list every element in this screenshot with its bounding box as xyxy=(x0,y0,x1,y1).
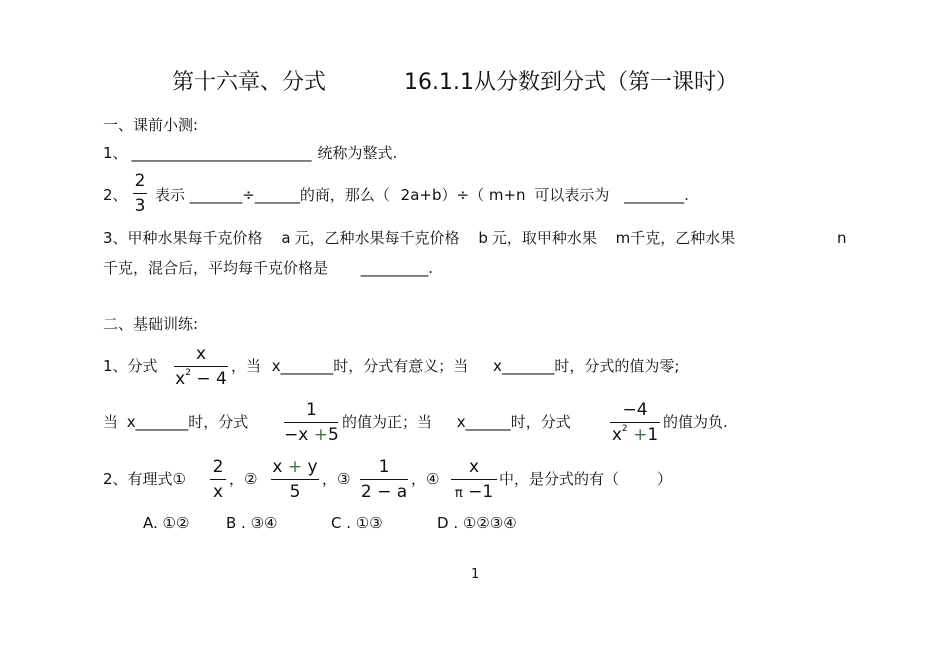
quiz-q2-text xyxy=(155,188,689,203)
q3-text-c: 元，取甲种水果 xyxy=(491,229,597,247)
p3-d-num: x xyxy=(468,457,480,477)
p3-c-num: 1 xyxy=(378,457,390,477)
q3-var-n: n xyxy=(837,229,847,247)
p2-frac2-num: −4 xyxy=(622,400,648,420)
q2-text1: 表示 xyxy=(155,186,186,204)
p2-text-a xyxy=(103,415,248,430)
option-b: B . ③④ xyxy=(226,514,278,532)
p3-b-den: 5 xyxy=(289,482,301,502)
p2-frac1-den: −x +5 xyxy=(284,425,339,445)
q3-text-a: 3、甲种水果每千克价格 xyxy=(103,229,263,247)
q2-text2: 的商，那么（ xyxy=(299,186,390,204)
q2-frac-num: 2 xyxy=(134,171,146,191)
q2-frac-den: 3 xyxy=(134,196,146,216)
p3-prefix: 2、有理式① xyxy=(103,470,186,488)
p3-fraction-a xyxy=(210,459,226,501)
p2-t4: 时，分式 xyxy=(510,413,571,431)
q2-blank2: ______ xyxy=(254,186,300,204)
q3-var-b: b xyxy=(478,229,488,247)
p3-sep4: ，④ xyxy=(411,470,440,488)
quiz-q1 xyxy=(103,146,397,161)
q2-div: ÷ xyxy=(242,186,255,204)
q2-text3: ）÷（ xyxy=(441,186,485,204)
section-heading-quiz: 一、课前小测: xyxy=(103,116,199,134)
q2-blank1: _______ xyxy=(189,186,243,204)
q1-blank: ________________________ xyxy=(131,144,312,162)
p2-x1: x_______ xyxy=(126,413,189,431)
p1-frac-den: $x^2 - 4$ xyxy=(175,368,227,389)
p1-fraction xyxy=(174,346,228,388)
section-heading-basic: 二、基础训练: xyxy=(103,315,199,333)
p2-t5: 的值为负. xyxy=(663,413,728,431)
q2-end: . xyxy=(684,186,689,204)
q3-blank: _________ xyxy=(360,259,429,277)
p2-t2: 时，分式 xyxy=(188,413,249,431)
p1-prefix: 1、分式 xyxy=(103,357,158,375)
p3-b-num: x + y xyxy=(272,457,318,477)
p2-text-b xyxy=(342,415,571,430)
page-number: 1 xyxy=(471,567,480,582)
lesson-title: 16.1.1从分数到分式（第一课时） xyxy=(404,70,738,95)
p1-t1: ，当 xyxy=(231,357,262,375)
q2-expr2: m+n xyxy=(488,186,526,204)
q2-expr1: 2a+b xyxy=(400,186,442,204)
p3-fraction-d xyxy=(451,459,497,501)
p2-fraction-1 xyxy=(284,402,339,444)
q3-end: . xyxy=(428,259,434,277)
q2-blank3: ________ xyxy=(624,186,685,204)
q3-text-line2: 千克，混合后，平均每千克价格是 xyxy=(103,259,329,277)
q1-prefix: 1、 xyxy=(103,144,128,162)
q2-prefix: 2、 xyxy=(103,186,128,204)
p1-frac-num: x xyxy=(195,344,207,364)
p2-x2: x______ xyxy=(456,413,511,431)
p1-line1-text xyxy=(231,359,679,374)
p3-c-den: 2 − a xyxy=(360,482,408,502)
p3-sep3: ，③ xyxy=(322,470,351,488)
quiz-q3-line1 xyxy=(103,231,735,246)
q1-suffix: 统称为整式. xyxy=(317,144,398,162)
p2-t3: 的值为正；当 xyxy=(342,413,433,431)
p3-sep2: ，② xyxy=(229,470,258,488)
p3-d-den: π −1 xyxy=(454,482,494,502)
q3-var-m: m千克，乙种水果 xyxy=(615,229,736,247)
p3-tail-text: 中，是分式的有（ xyxy=(499,470,620,488)
p1-t3: 时，分式的值为零; xyxy=(554,357,680,375)
p2-frac2-den: $x^2 +1$ xyxy=(611,424,659,445)
p1-x1: x_______ xyxy=(271,357,334,375)
q3-var-a: a xyxy=(281,229,291,247)
option-c: C . ①③ xyxy=(331,514,383,532)
q2-fraction xyxy=(133,173,147,215)
option-a: A. ①② xyxy=(143,514,190,532)
p1-x2: x_______ xyxy=(492,357,555,375)
p3-fraction-c xyxy=(360,459,408,501)
p1-t2: 时，分式有意义；当 xyxy=(333,357,469,375)
p3-fraction-b xyxy=(271,459,319,501)
option-d: D . ①②③④ xyxy=(437,514,517,532)
quiz-q3-line2 xyxy=(103,261,433,276)
p3-close: ） xyxy=(657,470,673,488)
chapter-title: 第十六章、分式 xyxy=(172,70,327,95)
p3-a-den: x xyxy=(212,482,224,502)
p2-frac1-num: 1 xyxy=(305,400,317,420)
q3-text-b: 元，乙种水果每千克价格 xyxy=(294,229,460,247)
p3-tail xyxy=(499,472,672,487)
p2-fraction-2 xyxy=(610,402,660,444)
q2-text4: 可以表示为 xyxy=(534,186,610,204)
p3-a-num: 2 xyxy=(212,457,224,477)
p2-t1: 当 xyxy=(103,413,119,431)
